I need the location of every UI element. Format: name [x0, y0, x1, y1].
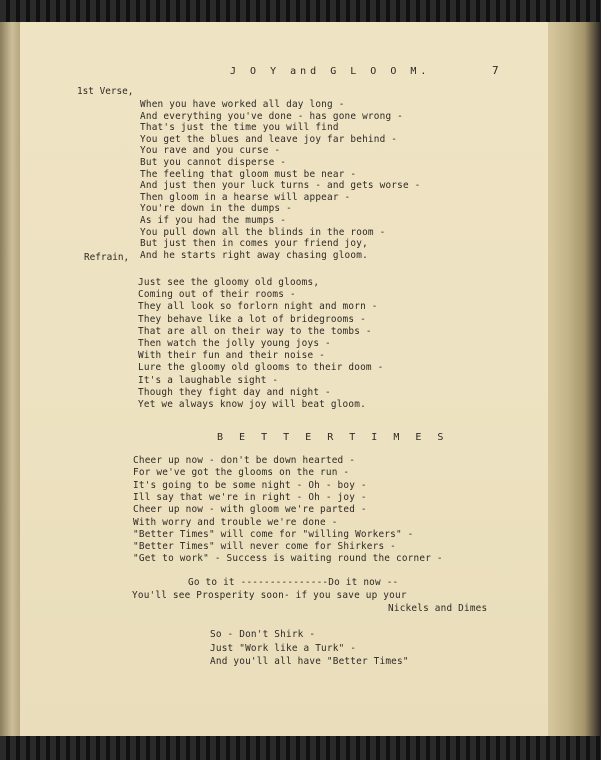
refrain-lines-line: Then watch the jolly young joys - — [138, 338, 331, 349]
refrain-lines-line: With their fun and their noise - — [138, 350, 326, 362]
verse-lines-line: Then gloom in a hearse will appear - — [140, 191, 351, 203]
better-lines-line: It's going to be some night - Oh - boy - — [133, 479, 367, 491]
better-lines-line: Cheer up now - don't be down hearted - — [133, 455, 356, 466]
refrain-lines-line: Coming out of their rooms - — [138, 289, 296, 301]
verse-lines-line: When you have worked all day long - — [140, 99, 345, 110]
better-lines-line: Cheer up now - with gloom we're parted - — [133, 504, 367, 516]
verse-lines-line: And just then your luck turns - and gets worse - — [140, 180, 421, 192]
verse-lines-line: But just then in comes your friend joy, — [140, 238, 368, 250]
verse-lines-line: You pull down all the blinds in the room - — [140, 226, 386, 238]
better-lines-line: "Get to work" - Success is waiting round the corner - — [133, 553, 443, 565]
verse-lines-line: The feeling that gloom must be near - — [140, 168, 357, 180]
prosperity-line: You'll see Prosperity soon- if you save up your — [132, 590, 407, 601]
better-lines-line: "Better Times" will never come for Shirkers - — [133, 541, 396, 553]
song-title-better-times: B E T T E R T I M E S — [217, 432, 449, 443]
refrain-lines-line: They behave like a lot of bridegrooms - — [138, 313, 366, 325]
verse-label: 1st Verse, — [77, 86, 134, 97]
verse-lines-line: You get the blues and leave joy far behind - — [140, 133, 398, 145]
bottom-binding — [0, 736, 601, 760]
refrain-lines-line: Just see the gloomy old glooms, — [138, 277, 320, 288]
verse-lines-line: As if you had the mumps - — [140, 215, 287, 226]
refrain-lines-line: It's a laughable sight - — [138, 374, 279, 386]
refrain-lines-line: Yet we always know joy will beat gloom. — [138, 399, 366, 410]
verse-lines-line: You rave and you curse - — [140, 145, 281, 157]
refrain-label: Refrain, — [84, 252, 130, 263]
song-title-joy-and-gloom: J O Y and G L O O M. — [230, 66, 431, 77]
closing-lines-line: And you'll all have "Better Times" — [210, 656, 409, 667]
refrain-lines-line: That are all on their way to the tombs - — [138, 325, 372, 337]
verse-lines-line: And he starts right away chasing gloom. — [140, 249, 368, 261]
closing-lines-line: Just "Work like a Turk" - — [210, 642, 357, 654]
verse-lines-line: But you cannot disperse - — [140, 157, 287, 168]
left-page-edge — [0, 22, 20, 736]
refrain-lines-line: Lure the gloomy old glooms to their doom - — [138, 362, 384, 374]
better-lines-line: For we've got the glooms on the run - — [133, 467, 350, 479]
better-lines-line: With worry and trouble we're done - — [133, 516, 338, 528]
right-page-edge — [546, 22, 601, 736]
page-number: 7 — [492, 64, 499, 77]
document-page — [20, 22, 548, 736]
verse-lines-line: And everything you've done - has gone wrong - — [140, 110, 403, 122]
refrain-lines-line: They all look so forlorn night and morn - — [138, 301, 378, 313]
nickels-line: Nickels and Dimes — [388, 603, 488, 614]
better-lines-line: Ill say that we're in right - Oh - joy - — [133, 491, 367, 503]
better-lines-line: "Better Times" will come for "willing Workers" - — [133, 528, 414, 540]
go-to-it-line: Go to it ---------------Do it now -- — [188, 577, 399, 588]
verse-lines-line: You're down in the dumps - — [140, 203, 292, 215]
top-binding — [0, 0, 601, 22]
closing-lines-line: So - Don't Shirk - — [210, 629, 316, 640]
refrain-lines-line: Though they fight day and night - — [138, 386, 331, 398]
verse-lines-line: That's just the time you will find — [140, 122, 339, 134]
